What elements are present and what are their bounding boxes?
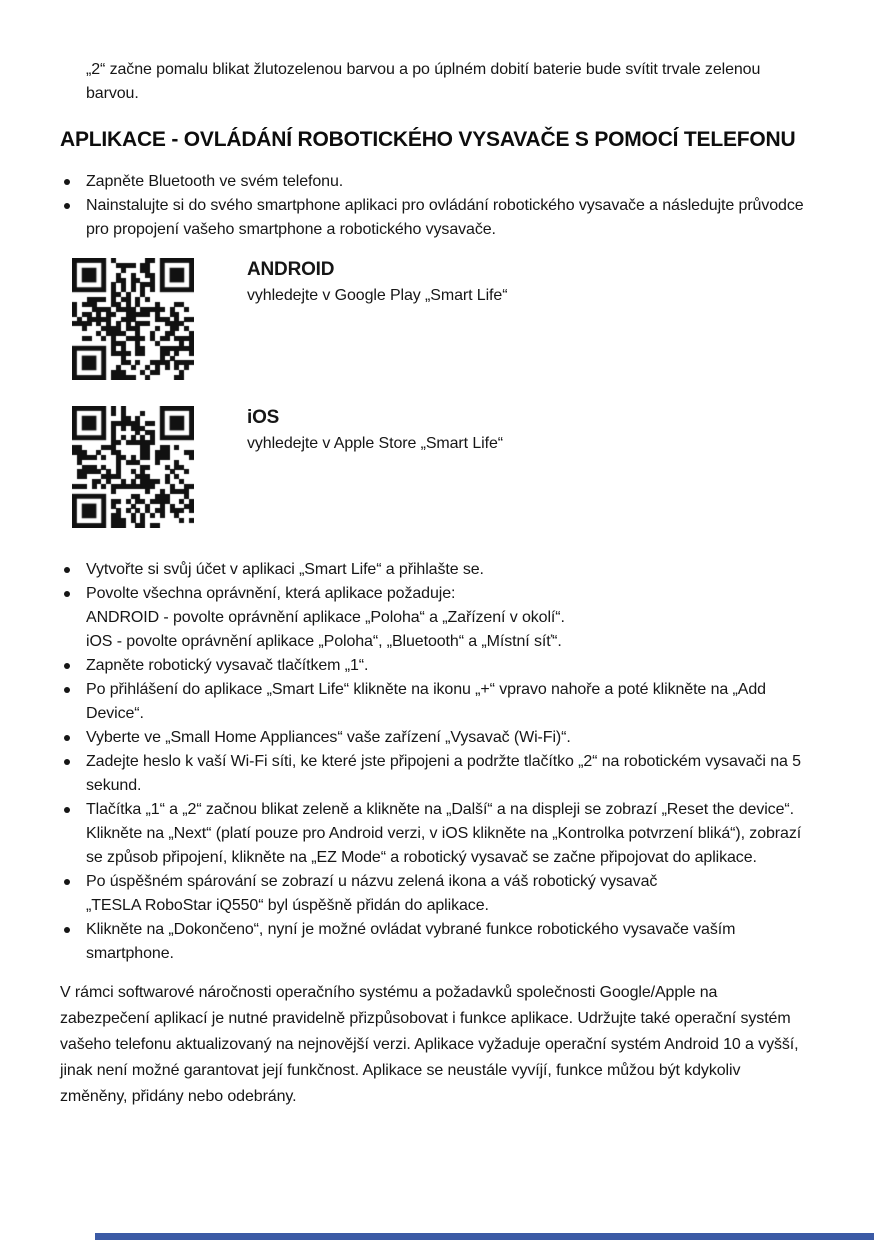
list-item-line: Nainstalujte si do svého smartphone aplikaci pro ovládání robotického vysavače a následujte průvodce pro propojení vašeho smartphone a robotického vysavače.	[86, 197, 804, 238]
qr-section-android	[72, 258, 818, 380]
qr-ios-text	[247, 406, 503, 453]
list-item-line: Vytvořte si svůj účet v aplikaci „Smart Life“ a přihlašte se.	[86, 561, 484, 578]
list-item-line: Zapněte Bluetooth ve svém telefonu.	[86, 173, 344, 190]
list-item	[60, 750, 818, 798]
list-item-line: Tlačítka „1“ a „2“ začnou blikat zeleně a klikněte na „Další“ a na displeji se zobrazí „Reset the device“. Klikněte na „Next“ (platí pouze pro Android verzi, v iOS klikněte na „Kontrolka potvrzení bliká“), zobrazí se způsob připojení, klikněte na „EZ Mode“ a robotický vysavač se začne připojovat do aplikace.	[86, 801, 802, 866]
section-heading: APLIKACE - OVLÁDÁNÍ ROBOTICKÉHO VYSAVAČE S POMOCÍ TELEFONU	[60, 128, 796, 151]
list-item-line: „TESLA RoboStar iQ550“ byl úspěšně přidán do aplikace.	[86, 897, 489, 914]
list-item	[60, 654, 818, 678]
list-item-line: Klikněte na „Dokončeno“, nyní je možné ovládat vybrané funkce robotického vysavače vaším smartphone.	[86, 921, 736, 962]
list-item-line: Po úspěšném spárování se zobrazí u názvu zelená ikona a váš robotický vysavač	[86, 873, 658, 890]
intro-paragraph: „2“ začne pomalu blikat žlutozelenou barvou a po úplném dobití baterie bude svítit trvale zelenou barvou.	[86, 61, 761, 102]
qr-ios-caption: vyhledejte v Apple Store „Smart Life“	[247, 435, 503, 452]
list-item	[60, 582, 818, 654]
qr-code-ios-icon	[72, 406, 194, 528]
setup-list-main	[60, 558, 818, 966]
closing-paragraph: V rámci softwarové náročnosti operačního systému a požadavků společnosti Google/Apple na zabezpečení aplikací je nutné pravidelně přizpůsobovat i funkce aplikace. Udržujte také operační systém vašeho telefonu aktualizovaný na nejnovější verzi. Aplikace vyžaduje operační systém Android 10 a vyšší, jinak není možné garantovat její funkčnost. Aplikace se neustále vyvíjí, funkce můžou být kdykoliv změněny, přidány nebo odebrány.	[60, 984, 799, 1105]
qr-android-platform-title: ANDROID	[247, 259, 335, 280]
list-item-line: Zapněte robotický vysavač tlačítkem „1“.	[86, 657, 369, 674]
list-item-line: Zadejte heslo k vaší Wi-Fi síti, ke které jste připojeni a podržte tlačítko „2“ na robotickém vysavači na 5 sekund.	[86, 753, 801, 794]
qr-code-android-icon	[72, 258, 194, 380]
list-item-line: ANDROID - povolte oprávnění aplikace „Poloha“ a „Zařízení v okolí“.	[86, 609, 565, 626]
list-item	[60, 558, 818, 582]
list-item	[60, 170, 818, 194]
list-item-line: Povolte všechna oprávnění, která aplikace požaduje:	[86, 585, 456, 602]
setup-list-top	[60, 170, 818, 242]
qr-section-ios	[72, 406, 818, 528]
qr-ios-platform-title: iOS	[247, 407, 280, 428]
list-item-line: Vyberte ve „Small Home Appliances“ vaše zařízení „Vysavač (Wi-Fi)“.	[86, 729, 571, 746]
list-item	[60, 726, 818, 750]
list-item	[60, 798, 818, 870]
list-item	[60, 918, 818, 966]
list-item-line: iOS - povolte oprávnění aplikace „Poloha“, „Bluetooth“ a „Místní síť“.	[86, 633, 562, 650]
list-item	[60, 870, 818, 918]
footer-accent-bar	[95, 1233, 874, 1240]
list-item-line: Po přihlášení do aplikace „Smart Life“ klikněte na ikonu „+“ vpravo nahoře a poté klikněte na „Add Device“.	[86, 681, 766, 722]
qr-android-caption: vyhledejte v Google Play „Smart Life“	[247, 287, 508, 304]
list-item	[60, 194, 818, 242]
qr-android-text	[247, 258, 507, 305]
list-item	[60, 678, 818, 726]
